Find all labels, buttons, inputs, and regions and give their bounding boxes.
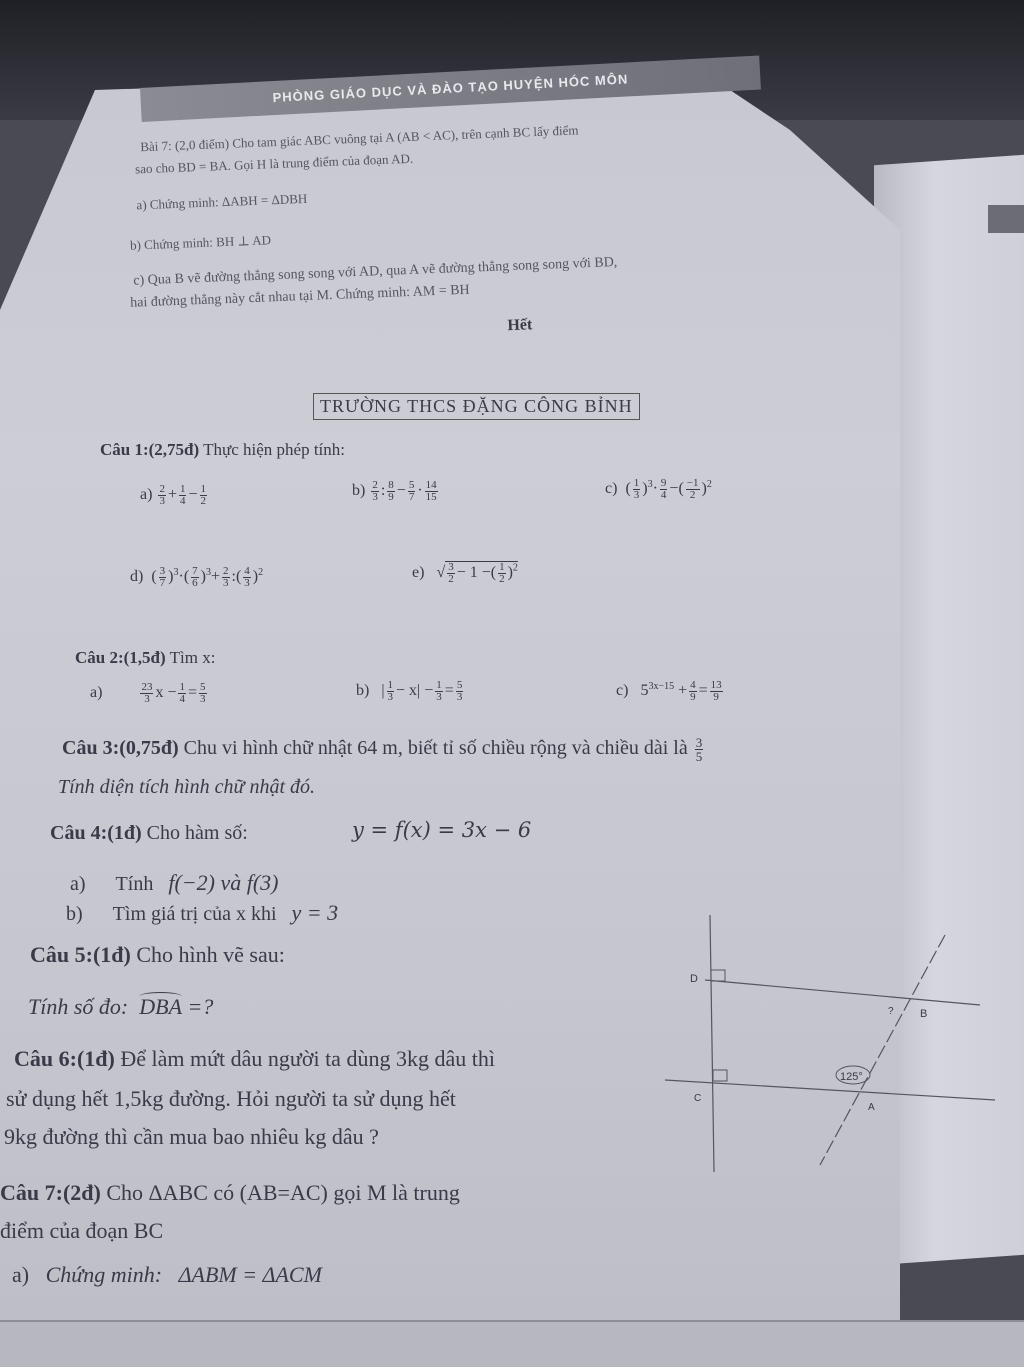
cau5-heading (30, 942, 285, 968)
cau1-d: d) ( $\frac{3}{7}$ )$^3$·( $\frac{7}{6}$ )$^3$+ $\frac{2}{3}$ :( $\frac{4}{3}$ )$^2$ (130, 565, 264, 589)
cau3-ratio-den: 5 (695, 749, 703, 764)
cau5-question-prefix: Tính số đo: (28, 994, 129, 1019)
bai7-line2: sao cho BD = BA. Gọi H là trung điểm của đoạn AD. (134, 150, 414, 177)
cau6-line2: sử dụng hết 1,5kg đường. Hỏi người ta sử dụng hết (6, 1086, 456, 1111)
cau5-question (28, 994, 213, 1020)
cau1-a: a) $\frac{2}{3}$ + $\frac{1}{4}$ − $\frac{1}{2}$ (140, 483, 206, 507)
cau1-title: Câu 1:(2,75đ) (100, 440, 200, 459)
cau2-b-label: b) (356, 682, 370, 700)
cau3-line2: Tính diện tích hình chữ nhật đó. (58, 776, 316, 798)
bai7-part-b: b) Chứng minh: BH ⊥ AD (129, 232, 272, 253)
cau4-b (66, 900, 338, 926)
cau3-line1 (62, 736, 705, 763)
cau3-text: Chu vi hình chữ nhật 64 m, biết tỉ số chiều rộng và chiều dài là (183, 737, 688, 760)
cau1-b: b) $\frac{2}{3}$ : $\frac{8}{9}$ − $\frac{5}{7}$ · $\frac{14}{15}$ (352, 479, 437, 503)
cau2-a-label: a) (90, 684, 103, 702)
cau4-a-math: f(−2) và f(3) (168, 870, 279, 895)
line-DB (705, 980, 980, 1005)
cau7-text: Cho ΔABC có (AB=AC) gọi M là trung (106, 1180, 460, 1205)
cau4-b-label: b) (66, 903, 83, 925)
label-125: 125° (840, 1071, 863, 1083)
cau7-line2: điểm của đoạn BC (0, 1218, 164, 1243)
line-CA (665, 1080, 995, 1100)
cau4-function: y = f(x) = 3x − 6 (352, 818, 532, 842)
cau2-b: b) | $\frac{1}{3}$ − x| − $\frac{1}{3}$ = $\frac{5}{3}$ (356, 679, 463, 703)
cau2-c-label: c) (616, 682, 629, 700)
cau7-line1 (0, 1180, 460, 1206)
cau5-angle (139, 994, 182, 1020)
cau4-a (70, 870, 278, 896)
cau7-a (12, 1262, 322, 1288)
cau4-prompt: Cho hàm số: (146, 822, 248, 844)
cau5-question-suffix: =? (187, 994, 214, 1019)
label-A: A (868, 1102, 875, 1113)
cau4-title: Câu 4:(1đ) (50, 822, 142, 844)
right-angle-D (711, 970, 725, 981)
cau3-title: Câu 3:(0,75đ) (62, 737, 179, 760)
cau7-a-text: Chứng minh: (45, 1262, 163, 1287)
transversal-line (820, 935, 945, 1165)
cau1-e: e) √ $\frac{3}{2}$ − 1 −( $\frac{1}{2}$ )$^2$ (412, 561, 518, 585)
cau3-ratio-num: 3 (695, 735, 703, 750)
next-page-tab (988, 205, 1024, 233)
cau1-prompt: Thực hiện phép tính: (203, 440, 346, 459)
label-unknown: ? (888, 1006, 894, 1017)
label-B: B (920, 1008, 928, 1020)
cau4-a-text: Tính (115, 873, 154, 895)
cau2-a: a) $\frac{23}{3}$ x − $\frac{1}{4}$ = $\frac{5}{3}$ (90, 681, 206, 705)
cau1-c-label: c) (605, 480, 618, 498)
cau2-prompt: Tìm x: (169, 648, 216, 667)
geometry-figure (660, 910, 1010, 1180)
bai7-part-a: a) Chứng minh: ΔABH = ΔDBH (136, 190, 308, 213)
cau5-angle-name: DBA (139, 994, 183, 1019)
cau1-c: c) ( $\frac{1}{3}$ )$^3$· $\frac{9}{4}$ −( $\frac{-1}{2}$ )$^2$ (605, 477, 712, 501)
cau7-a-label: a) (12, 1262, 30, 1287)
cau5-prompt: Cho hình vẽ sau: (136, 942, 285, 967)
department-header: PHÒNG GIÁO DỤC VÀ ĐÀO TẠO HUYỆN HÓC MÔN (140, 56, 761, 122)
cau1-a-label: a) (140, 486, 153, 504)
cau1-heading (100, 440, 345, 460)
cau4-a-label: a) (70, 873, 86, 895)
cau7-a-math: ΔABM = ΔACM (178, 1262, 322, 1287)
cau2-c: c) $5^{3x-15}$ + $\frac{4}{9}$ = $\frac{13}{9}$ (616, 679, 722, 703)
cau2-heading (75, 648, 215, 668)
cau7-title: Câu 7:(2đ) (0, 1180, 101, 1205)
angle-hat (139, 992, 182, 1001)
cau1-b-label: b) (352, 482, 366, 500)
bai7-part-c2: hai đường thẳng này cắt nhau tại M. Chứng minh: AM = BH (129, 282, 470, 311)
cau4-b-text: Tìm giá trị của x khi (112, 903, 277, 925)
cau5-title: Câu 5:(1đ) (30, 942, 131, 967)
school-name: TRƯỜNG THCS ĐẶNG CÔNG BỈNH (313, 393, 640, 420)
cau6-text: Để làm mứt dâu người ta dùng 3kg dâu thì (120, 1046, 495, 1071)
end-mark: Hết (507, 316, 533, 335)
cau1-d-label: d) (130, 568, 144, 586)
cau2-title: Câu 2:(1,5đ) (75, 648, 166, 667)
right-angle-C (713, 1070, 727, 1081)
bai7-line1: Bài 7: (2,0 điểm) Cho tam giác ABC vuông tại A (AB < AC), trên cạnh BC lấy điểm (139, 122, 579, 155)
label-D: D (690, 973, 698, 985)
cau1-e-label: e) (412, 564, 425, 582)
next-sheet-edge (0, 1320, 1024, 1367)
bai7-part-c1: c) Qua B vẽ đường thẳng song song với AD, qua A vẽ đường thẳng song song với BD, (133, 255, 618, 289)
cau6-title: Câu 6:(1đ) (14, 1046, 115, 1071)
label-C: C (694, 1093, 702, 1104)
cau4-b-math: y = 3 (291, 900, 339, 925)
vertical-line (710, 915, 714, 1172)
cau6-line1 (14, 1046, 495, 1072)
cau4-heading (50, 822, 248, 845)
cau6-line3: 9kg đường thì cần mua bao nhiêu kg dâu ? (4, 1124, 379, 1149)
